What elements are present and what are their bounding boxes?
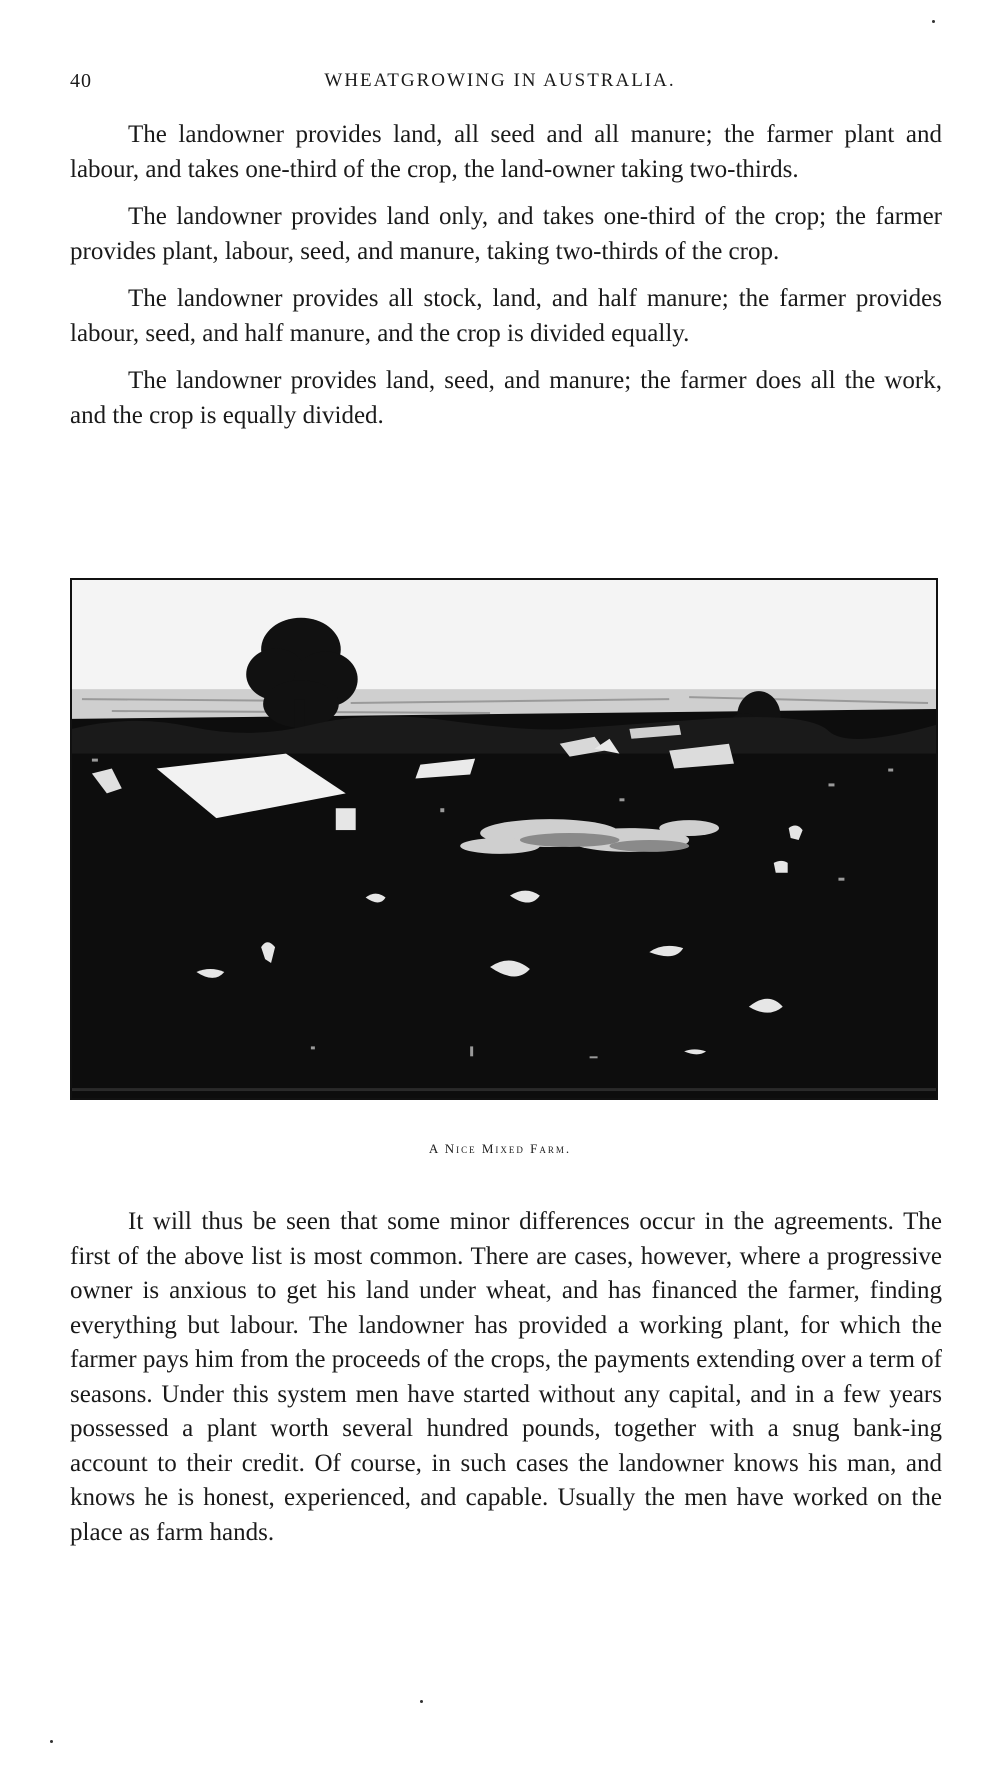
farm-scene-image — [72, 580, 936, 1098]
scan-speck — [932, 20, 935, 23]
running-head: WHEATGROWING IN AUSTRALIA. — [324, 70, 676, 91]
paragraph: The landowner provides land, seed, and manure; the farmer does all the work, and the crop is equally divided. — [70, 367, 942, 429]
paragraph: The landowner provides land only, and takes one-third of the crop; the farmer provides plant, labour, seed, and manure, taking two-thirds of the crop. — [70, 203, 942, 265]
barn-wall — [336, 808, 356, 830]
paragraph: It will thus be seen that some minor differences occur in the agreements. The first of the above list is most common. There are cases, however, where a progressive owner is anxious to get his land under wheat, and has financed the farmer, finding everything but labour. The landowner has provided a working plant, for which the farmer pays him from the proceeds of the crops, the payments extending over a term of seasons. Under this system men have started without any capital, and in a few years possessed a plant worth several hundred pounds, together with a snug bank-ing account to their credit. Of course, in such cases the landowner knows his man, and knows he is honest, experienced, and capable. Usually the men have worked on the place as farm hands. — [70, 1208, 942, 1546]
body-text-top — [70, 118, 942, 446]
body-text-bottom — [70, 1205, 942, 1563]
farm-photograph — [70, 578, 938, 1100]
scan-speck — [50, 1740, 53, 1743]
scan-speck — [420, 1700, 423, 1703]
figure-caption: A Nice Mixed Farm. — [428, 1141, 572, 1156]
page-number: 40 — [70, 70, 92, 92]
paragraph: The landowner provides all stock, land, and half manure; the farmer provides labour, seed, and half manure, and the crop is divided equally. — [70, 285, 942, 347]
photo-bottom-edge — [72, 1088, 936, 1091]
paragraph: The landowner provides land, all seed and all manure; the farmer plant and labour, and takes one-third of the crop, the land-owner taking two-thirds. — [70, 121, 942, 183]
